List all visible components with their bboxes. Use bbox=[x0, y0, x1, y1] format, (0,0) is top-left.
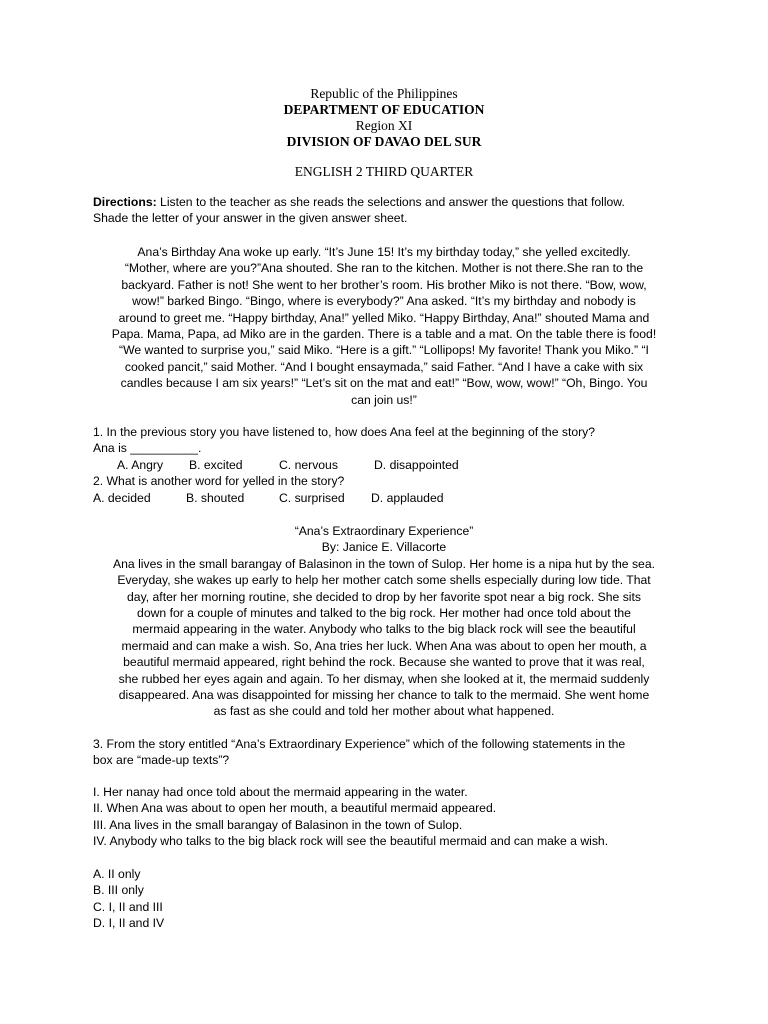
q3-statement: II. When Ana was about to open her mouth, a beautiful mermaid appeared. bbox=[93, 801, 497, 816]
q1-option-c[interactable]: C. nervous bbox=[279, 458, 338, 472]
story1-line: “We wanted to surprise you,” said Miko. “Here is a gift.” “Lollipops! My favorite! Thank you Miko.” “I bbox=[119, 343, 649, 358]
directions-label: Directions: bbox=[93, 195, 157, 209]
q2-option-c[interactable]: C. surprised bbox=[279, 491, 345, 505]
q1-option-a[interactable]: A. Angry bbox=[117, 458, 164, 472]
q3-line2: box are “made-up texts”? bbox=[93, 753, 230, 768]
story2-line: as fast as she could and told her mother about what happened. bbox=[213, 704, 555, 719]
story2-author: By: Janice E. Villacorte bbox=[321, 540, 447, 555]
q3-options bbox=[93, 866, 693, 932]
q3-line1: 3. From the story entitled “Ana’s Extraordinary Experience” which of the following statements in the bbox=[93, 737, 626, 751]
q3-statement: I. Her nanay had once told about the mermaid appearing in the water. bbox=[93, 785, 468, 799]
story1-line: candles because I am six years!” “Let’s sit on the mat and eat!” “Bow, wow, wow!” “Oh, Bingo. You bbox=[120, 376, 648, 391]
q2-option-a[interactable]: A. decided bbox=[93, 491, 151, 505]
q2-line1: 2. What is another word for yelled in the story? bbox=[93, 474, 345, 488]
q3-option-c[interactable]: C. I, II and III bbox=[93, 899, 163, 914]
q1-option-d[interactable]: D. disappointed bbox=[374, 458, 459, 472]
story2-line: she rubbed her eyes again and again. To her dismay, when she looked at it, the mermaid suddenly bbox=[118, 671, 650, 686]
question-2 bbox=[93, 473, 693, 489]
header-division: DIVISION OF DAVAO DEL SUR bbox=[286, 134, 482, 149]
question-1 bbox=[93, 424, 693, 457]
directions bbox=[93, 194, 693, 227]
story1-line: backyard. Father is not! She went to her brother’s room. His brother Miko is not there. “Bow, wow, bbox=[121, 277, 647, 292]
story1-line: around to greet me. “Happy birthday, Ana!” yelled Miko. “Happy Birthday, Ana!” shouted Mama and bbox=[118, 310, 650, 325]
header-subject: ENGLISH 2 THIRD QUARTER bbox=[294, 164, 474, 179]
story2-title: “Ana’s Extraordinary Experience” bbox=[294, 524, 474, 538]
story1-line: Ana’s Birthday Ana woke up early. “It’s June 15! It’s my birthday today,” she yelled excitedly. bbox=[137, 245, 631, 259]
story1-line: Papa. Mama, Papa, ad Miko are in the garden. There is a table and a mat. On the table there is food! bbox=[111, 327, 657, 342]
q1-option-b[interactable]: B. excited bbox=[189, 458, 243, 472]
q2-option-b[interactable]: B. shouted bbox=[186, 491, 245, 505]
q3-option-d[interactable]: D. I, II and IV bbox=[93, 916, 165, 931]
q3-statement: III. Ana lives in the small barangay of Balasinon in the town of Sulop. bbox=[93, 817, 463, 832]
q2-options bbox=[0, 490, 768, 507]
q3-statement: IV. Anybody who talks to the big black rock will see the beautiful mermaid and can make a wish. bbox=[93, 834, 609, 849]
story2-line: mermaid appearing in the water. Anybody who talks to the big black rock will see the beautiful bbox=[132, 622, 636, 637]
story2-line: Everyday, she wakes up early to help her mother catch some shells especially during low tide. That bbox=[117, 573, 651, 588]
story2-line: beautiful mermaid appeared, right behind the rock. Because she wanted to prove that it was real, bbox=[123, 655, 645, 670]
q3-statements bbox=[93, 784, 693, 850]
story1-line: can join us!” bbox=[351, 392, 417, 407]
story-extraordinary bbox=[92, 523, 676, 720]
story2-line: down for a couple of minutes and talked to the big rock. Her mother had once told about the bbox=[137, 606, 631, 621]
story2-line: day, after her morning routine, she decided to drop by her favorite spot near a big rock. She sits bbox=[127, 589, 641, 604]
story2-line: disappeared. Ana was disappointed for missing her chance to talk to the mermaid. She went home bbox=[118, 688, 650, 703]
q1-line1: 1. In the previous story you have listened to, how does Ana feel at the beginning of the story? bbox=[93, 425, 596, 439]
story2-line: mermaid and can make a wish. So, Ana tries her luck. When Ana was about to open her mouth, a bbox=[121, 638, 647, 653]
story1-line: cooked pancit,” said Mother. “And I bought ensaymada,” said Father. “And I have a cake with six bbox=[124, 359, 644, 374]
directions-line2: Shade the letter of your answer in the given answer sheet. bbox=[93, 211, 408, 226]
header-region: Region XI bbox=[355, 118, 413, 133]
question-3 bbox=[93, 736, 693, 769]
q1-options bbox=[0, 457, 768, 474]
story2-line: Ana lives in the small barangay of Balasinon in the town of Sulop. Her home is a nipa hut by the sea. bbox=[113, 556, 655, 571]
q2-option-d[interactable]: D. applauded bbox=[371, 491, 444, 505]
q3-option-a[interactable]: A. II only bbox=[93, 867, 141, 881]
story-birthday bbox=[92, 244, 676, 408]
header-department: DEPARTMENT OF EDUCATION bbox=[283, 102, 485, 117]
q3-option-b[interactable]: B. III only bbox=[93, 883, 144, 898]
directions-line1: Listen to the teacher as she reads the selections and answer the questions that follow. bbox=[156, 195, 625, 209]
header-republic: Republic of the Philippines bbox=[310, 86, 458, 101]
story1-line: wow!” barked Bingo. “Bingo, where is everybody?” Ana asked. “It’s my birthday and nobody is bbox=[132, 294, 636, 309]
story1-line: “Mother, where are you?”Ana shouted. She ran to the kitchen. Mother is not there.She ran to the bbox=[124, 261, 644, 276]
q1-line2: Ana is __________. bbox=[93, 441, 202, 456]
